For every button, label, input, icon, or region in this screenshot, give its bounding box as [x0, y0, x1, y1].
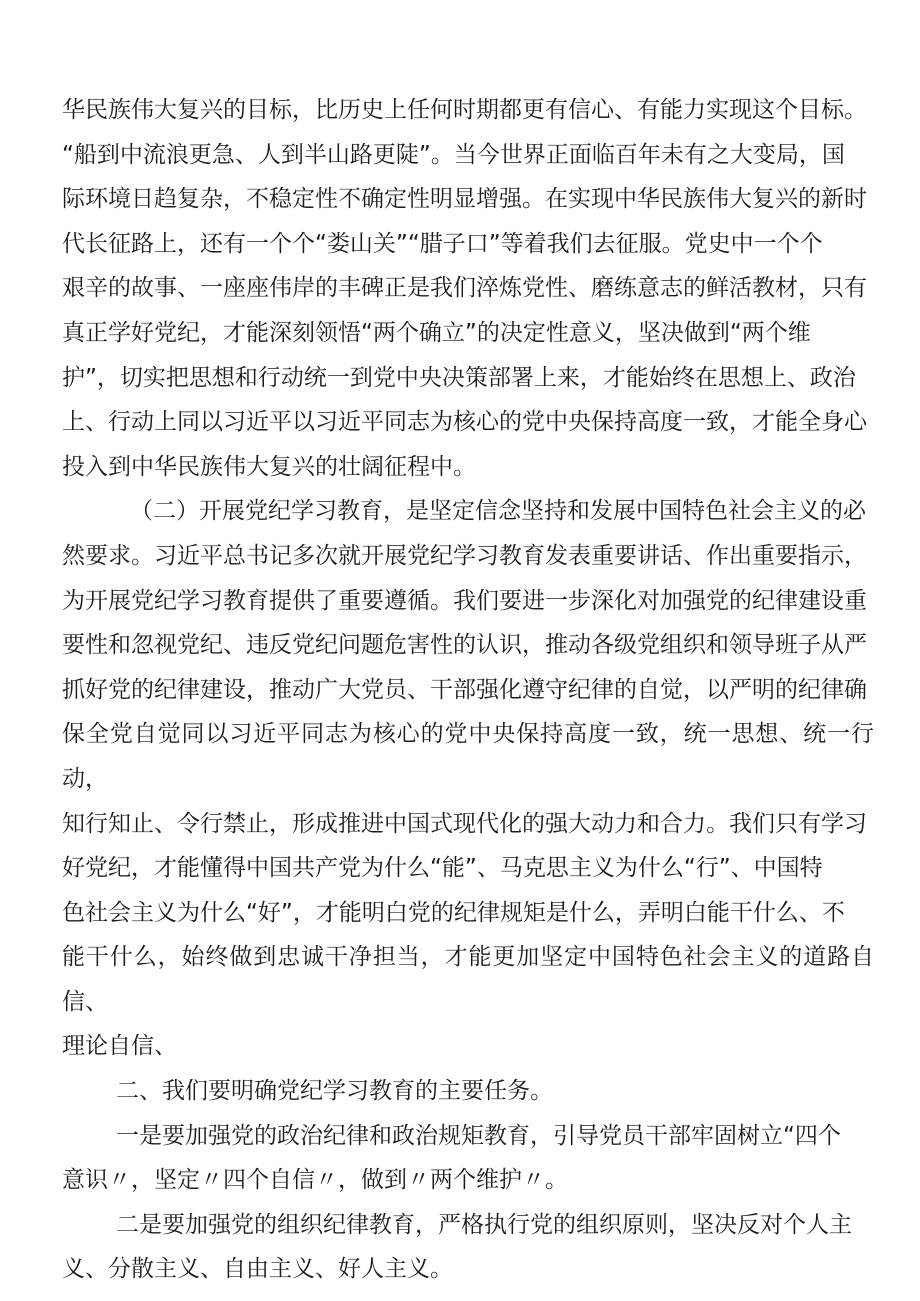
text-line: （二）开展党纪学习教育，是坚定信念坚持和发展中国特色社会主义的必 [130, 498, 866, 525]
text-line: 二是要加强党的组织纪律教育，严格执行党的组织原则，坚决反对个人主 [116, 1211, 852, 1238]
text-line: 上、行动上同以习近平以习近平同志为核心的党中央保持高度一致，才能全身心 [62, 409, 867, 436]
text-line: 际环境日趋复杂，不稳定性不确定性明显增强。在实现中华民族伟大复兴的新时 [62, 186, 867, 213]
text-line: 色社会主义为什么“好”，才能明白党的纪律规矩是什么，弄明白能干什么、不 [62, 899, 845, 926]
text-line: 投入到中华民族伟大复兴的壮阔征程中。 [62, 453, 476, 480]
text-line: “船到中流浪更急、人到半山路更陡”。当今世界正面临百年未有之大变局，国 [62, 141, 845, 168]
paragraph-task-2 [62, 1203, 874, 1292]
text-line: 理论自信、 [62, 1033, 177, 1060]
document-body [62, 88, 874, 1292]
text-line: 能干什么，始终做到忠诚干净担当，才能更加坚定中国特色社会主义的道路自信、 [62, 944, 874, 1015]
text-line: 然要求。习近平总书记多次就开展党纪学习教育发表重要讲话、作出重要指示， [62, 542, 867, 569]
text-line: 好党纪，才能懂得中国共产党为什么“能”、马克思主义为什么“行”、中国特 [62, 855, 823, 882]
text-line: 要性和忽视党纪、违反党纪问题危害性的认识，推动各级党组织和领导班子从严 [62, 632, 867, 659]
text-line: 艰辛的故事、一座座伟岸的丰碑正是我们淬炼党性、磨练意志的鲜活教材，只有 [62, 275, 867, 302]
text-line: 护”，切实把思想和行动统一到党中央决策部署上来，才能始终在思想上、政治 [62, 364, 856, 391]
text-line: 抓好党的纪律建设，推动广大党员、干部强化遵守纪律的自觉，以严明的纪律确 [62, 676, 867, 703]
text-line: 意识〃，坚定〃四个自信〃，做到〃两个维护〃。 [62, 1167, 568, 1194]
text-line: 华民族伟大复兴的目标，比历史上任何时期都更有信心、有能力实现这个目标。 [62, 97, 867, 123]
text-line: 一是要加强党的政治纪律和政治规矩教育，引导党员干部牢固树立“四个 [116, 1122, 841, 1149]
paragraph-task-1 [62, 1114, 874, 1203]
section-heading [62, 1069, 874, 1114]
text-line: 真正学好党纪，才能深刻领悟“两个确立”的决定性意义，坚决做到“两个维 [62, 319, 811, 346]
paragraph-section-2 [62, 489, 874, 1069]
text-line: 知行知止、令行禁止，形成推进中国式现代化的强大动力和合力。我们只有学习 [62, 810, 867, 837]
text-line: 保全党自觉同以习近平同志为核心的党中央保持高度一致，统一思想、统一行动， [62, 721, 874, 792]
text-line: 二、我们要明确党纪学习教育的主要任务。 [116, 1078, 553, 1105]
text-line: 为开展党纪学习教育提供了重要遵循。我们要进一步深化对加强党的纪律建设重 [62, 587, 867, 614]
text-line: 代长征路上，还有一个个“娄山关”“腊子口”等着我们去征服。党史中一个个 [62, 230, 823, 257]
paragraph-continuation [62, 88, 874, 489]
text-line: 义、分散主义、自由主义、好人主义。 [62, 1256, 453, 1283]
